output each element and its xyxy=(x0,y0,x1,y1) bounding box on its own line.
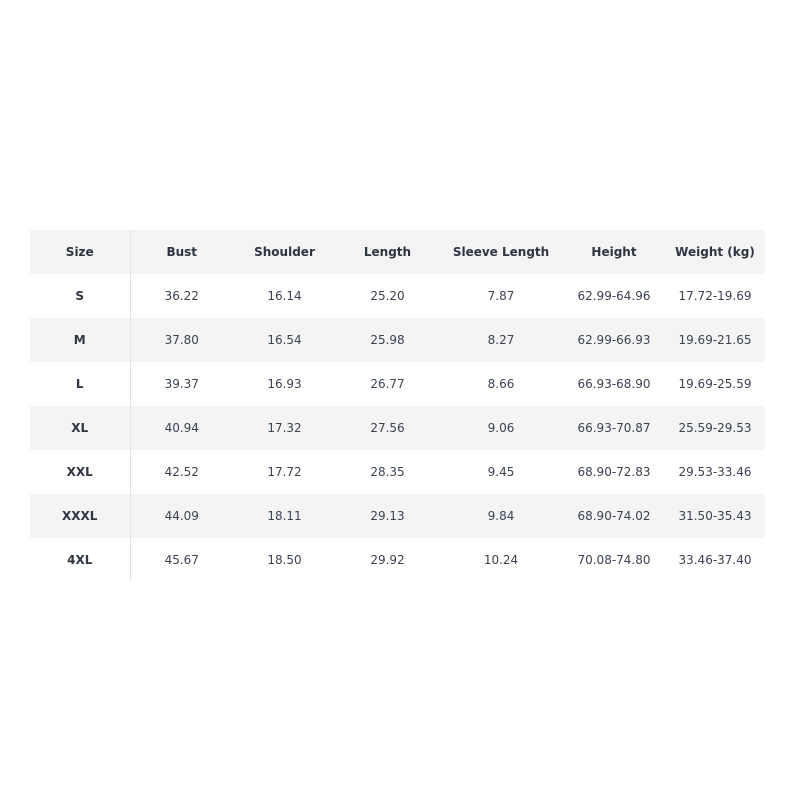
sleeve-length-cell: 7.87 xyxy=(487,289,515,303)
size-cell: 4XL xyxy=(30,538,130,582)
bust-cell: 39.37 xyxy=(164,377,199,391)
sleeve-length-cell: 9.45 xyxy=(487,465,515,479)
length-cell: 28.35 xyxy=(370,465,405,479)
table-row xyxy=(30,538,765,582)
sleeve-length-cell: 8.66 xyxy=(487,377,515,391)
size-cell: L xyxy=(30,362,130,406)
height-cell: 62.99-64.96 xyxy=(577,289,651,303)
sleeve-length-cell: 8.27 xyxy=(487,333,515,347)
weight-cell: 33.46-37.40 xyxy=(678,553,752,567)
weight-cell: 29.53-33.46 xyxy=(678,465,752,479)
sleeve-length-cell: 9.06 xyxy=(487,421,515,435)
length-cell: 25.98 xyxy=(370,333,405,347)
bust-cell: 42.52 xyxy=(164,465,199,479)
table-header-row xyxy=(30,230,765,274)
table-row xyxy=(30,362,765,406)
height-cell: 66.93-68.90 xyxy=(577,377,651,391)
height-cell: 66.93-70.87 xyxy=(577,421,651,435)
header-weight: Weight (kg) xyxy=(675,245,755,259)
weight-cell: 25.59-29.53 xyxy=(678,421,752,435)
header-sleeve-length: Sleeve Length xyxy=(452,245,550,259)
length-cell: 29.13 xyxy=(370,509,405,523)
header-size: Size xyxy=(30,230,130,274)
header-height: Height xyxy=(591,245,637,259)
shoulder-cell: 18.11 xyxy=(267,509,302,523)
bust-cell: 36.22 xyxy=(164,289,199,303)
shoulder-cell: 17.72 xyxy=(267,465,302,479)
height-cell: 62.99-66.93 xyxy=(577,333,651,347)
shoulder-cell: 16.93 xyxy=(267,377,302,391)
shoulder-cell: 17.32 xyxy=(267,421,302,435)
size-cell: S xyxy=(30,274,130,318)
height-cell: 68.90-72.83 xyxy=(577,465,651,479)
length-cell: 25.20 xyxy=(370,289,405,303)
height-cell: 70.08-74.80 xyxy=(577,553,651,567)
length-cell: 27.56 xyxy=(370,421,405,435)
size-cell: XXL xyxy=(30,450,130,494)
table-row xyxy=(30,318,765,362)
weight-cell: 19.69-21.65 xyxy=(678,333,752,347)
table-row xyxy=(30,274,765,318)
shoulder-cell: 16.14 xyxy=(267,289,302,303)
table-row xyxy=(30,406,765,450)
bust-cell: 40.94 xyxy=(164,421,199,435)
weight-cell: 19.69-25.59 xyxy=(678,377,752,391)
bust-cell: 37.80 xyxy=(164,333,199,347)
shoulder-cell: 18.50 xyxy=(267,553,302,567)
bust-cell: 44.09 xyxy=(164,509,199,523)
shoulder-cell: 16.54 xyxy=(267,333,302,347)
header-length: Length xyxy=(363,245,412,259)
weight-cell: 31.50-35.43 xyxy=(678,509,752,523)
length-cell: 29.92 xyxy=(370,553,405,567)
bust-cell: 45.67 xyxy=(164,553,199,567)
weight-cell: 17.72-19.69 xyxy=(678,289,752,303)
size-cell: XXXL xyxy=(30,494,130,538)
table-row xyxy=(30,494,765,538)
header-bust: Bust xyxy=(166,245,198,259)
sleeve-length-cell: 9.84 xyxy=(487,509,515,523)
sleeve-length-cell: 10.24 xyxy=(483,553,519,567)
length-cell: 26.77 xyxy=(370,377,405,391)
header-shoulder: Shoulder xyxy=(254,245,315,259)
size-cell: M xyxy=(30,318,130,362)
table-row xyxy=(30,450,765,494)
height-cell: 68.90-74.02 xyxy=(577,509,651,523)
size-cell: XL xyxy=(30,406,130,450)
size-chart-table xyxy=(30,230,766,582)
